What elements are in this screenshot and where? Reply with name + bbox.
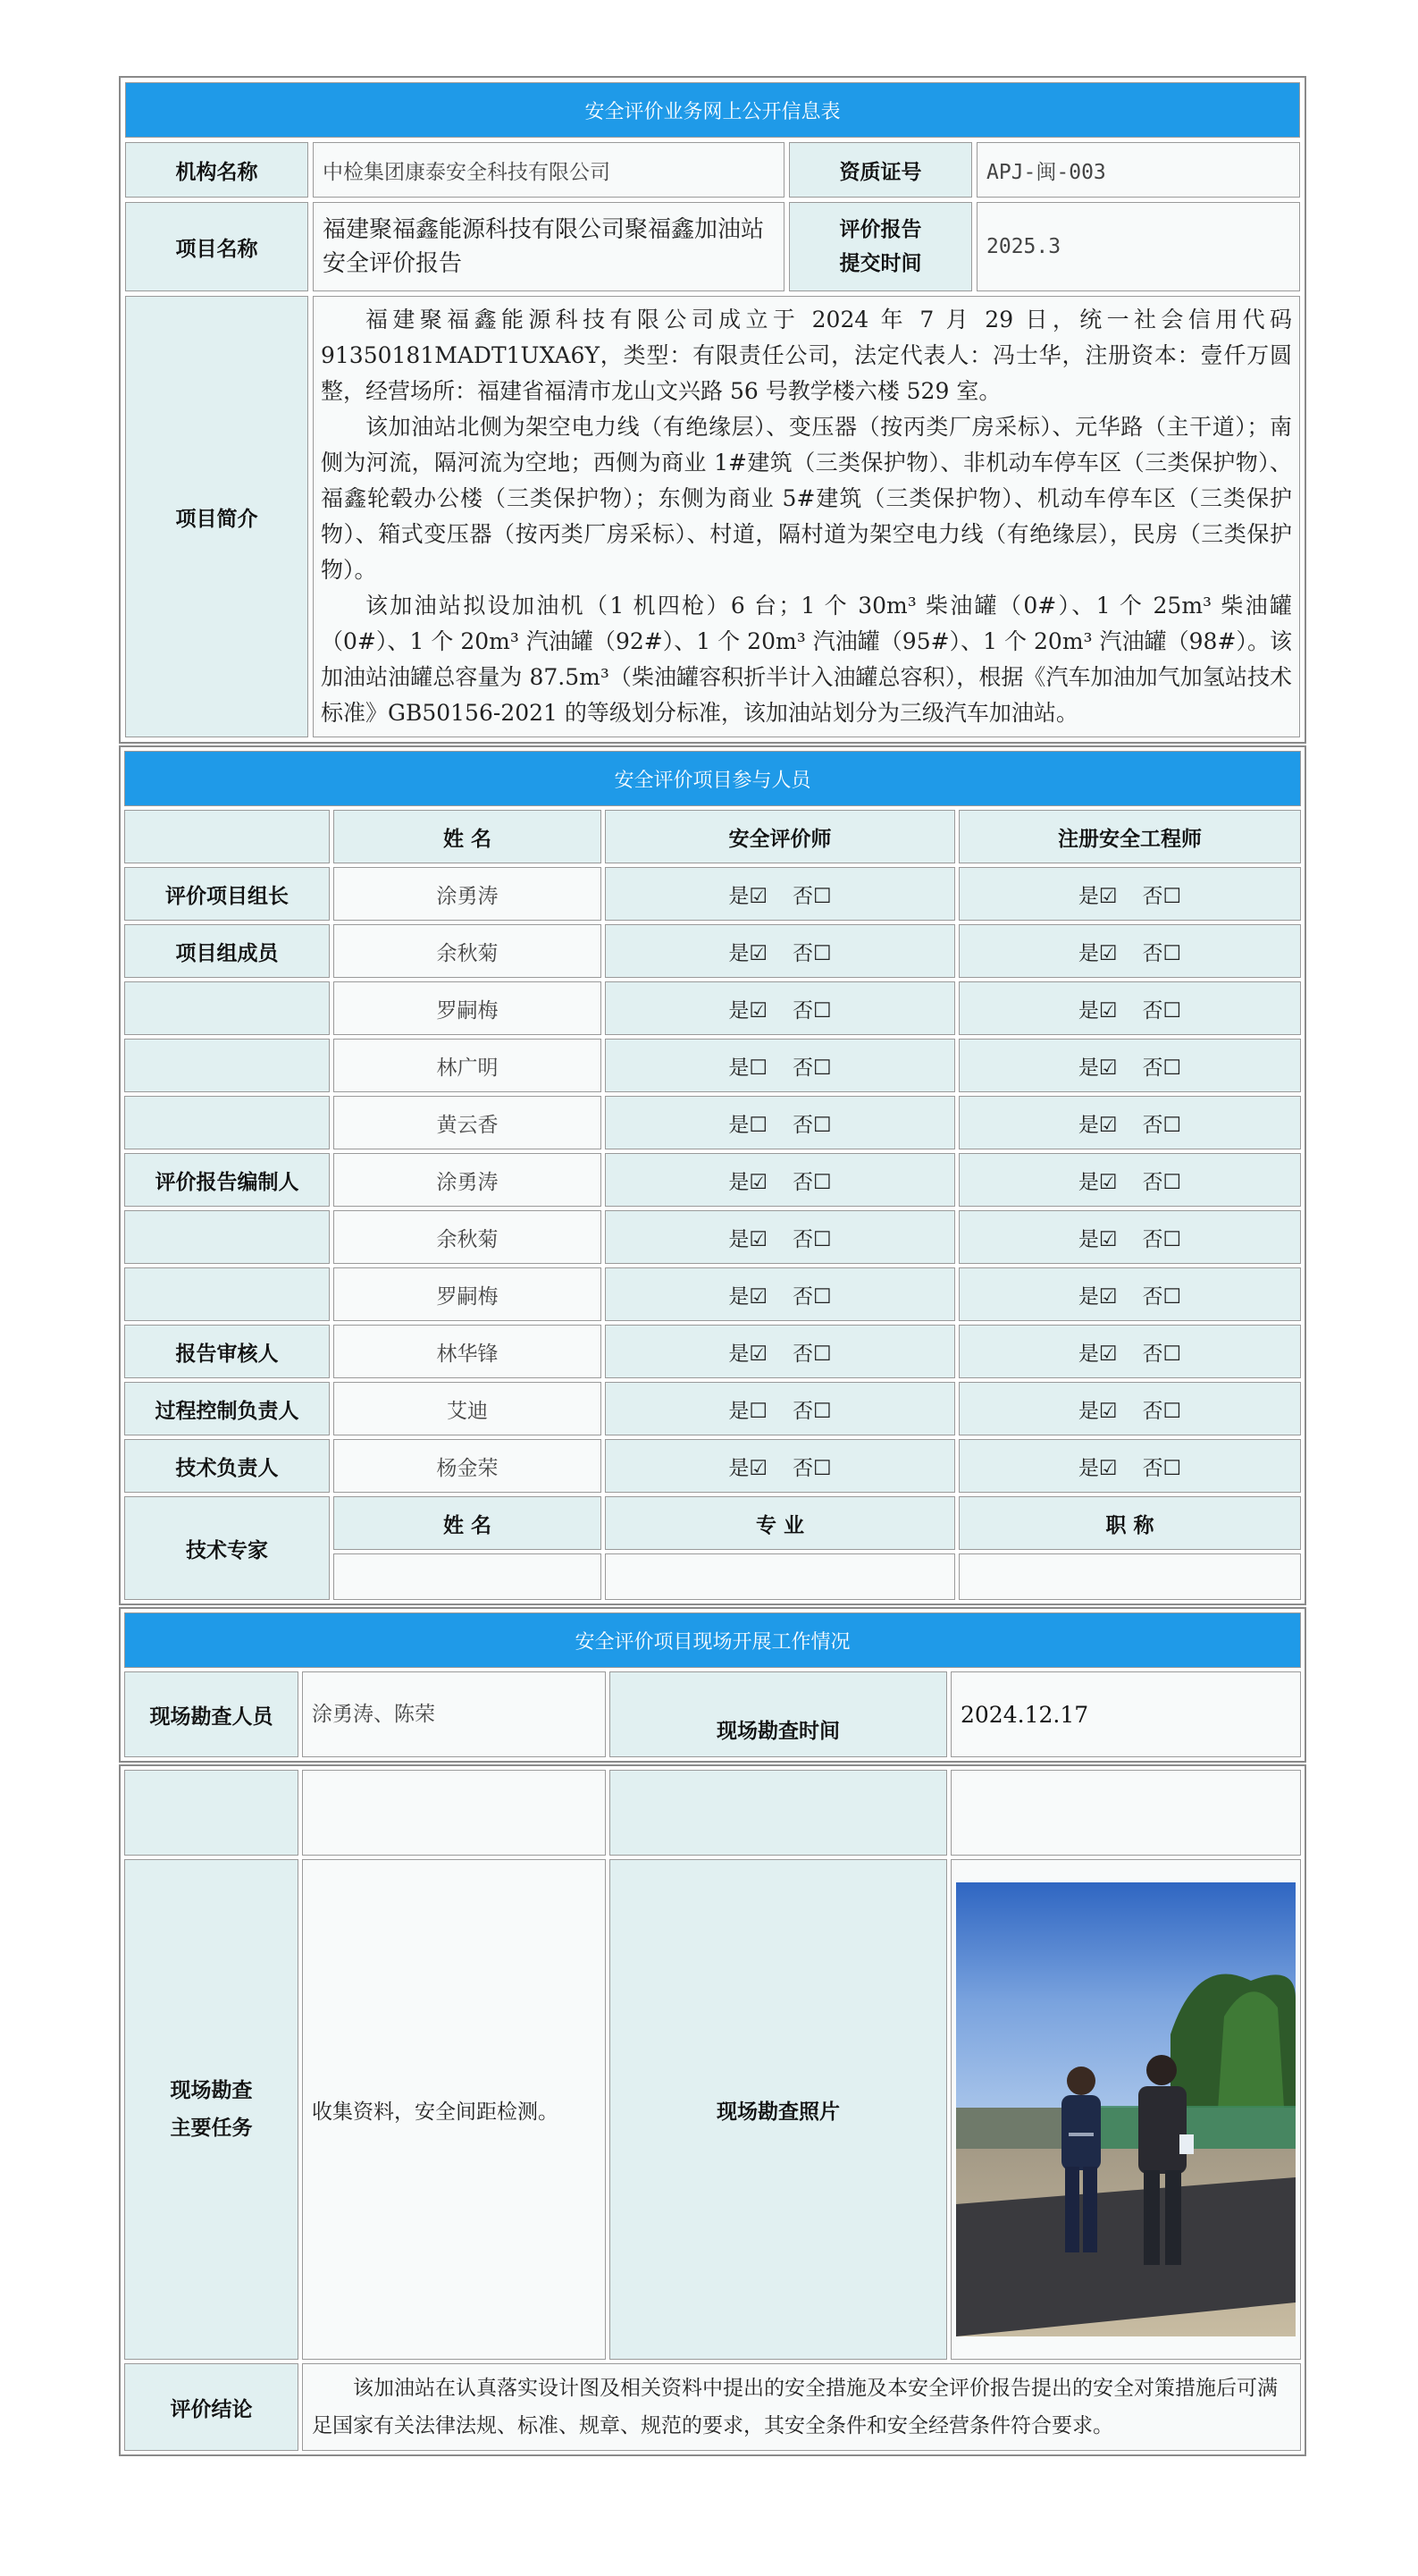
- engineer-yes-option: 是☑: [1078, 1113, 1118, 1137]
- intro-label: 项目简介: [125, 296, 308, 737]
- engineer-no-option: 否☐: [1142, 941, 1182, 965]
- page-title: 安全评价业务网上公开信息表: [125, 82, 1300, 138]
- personnel-engineer-check: [959, 1382, 1301, 1435]
- personnel-evaluator-check: [605, 1267, 955, 1321]
- detail-empty-3: [609, 1770, 947, 1856]
- personnel-name: 余秋菊: [333, 1210, 601, 1264]
- personnel-row: [124, 981, 1301, 1035]
- evaluator-yes-option: 是☑: [728, 1342, 768, 1366]
- personnel-engineer-check: [959, 1210, 1301, 1264]
- evaluator-no-option: 否☐: [793, 1342, 832, 1366]
- personnel-engineer-check: [959, 981, 1301, 1035]
- submit-time-label: [789, 202, 972, 291]
- photo-label: 现场勘查照片: [609, 1859, 947, 2360]
- cert-label: 资质证号: [789, 142, 972, 198]
- personnel-role: [124, 1210, 330, 1264]
- project-value: 福建聚福鑫能源科技有限公司聚福鑫加油站安全评价报告: [313, 202, 785, 291]
- engineer-yes-option: 是☑: [1078, 1170, 1118, 1194]
- inspectors-label: 现场勘查人员: [124, 1671, 298, 1757]
- basic-info-table: [119, 76, 1306, 744]
- intro-content: [313, 296, 1300, 737]
- submit-label-line2: 提交时间: [839, 251, 922, 275]
- personnel-name: 林广明: [333, 1039, 601, 1092]
- personnel-name: 林华锋: [333, 1325, 601, 1378]
- detail-empty-2: [302, 1770, 606, 1856]
- public-info-document: [119, 76, 1306, 2456]
- evaluator-no-option: 否☐: [793, 1399, 832, 1423]
- engineer-no-option: 否☐: [1142, 998, 1182, 1023]
- expert-col-title: 职 称: [959, 1496, 1301, 1550]
- personnel-title: 安全评价项目参与人员: [124, 751, 1301, 806]
- engineer-no-option: 否☐: [1142, 884, 1182, 908]
- header-empty-cell: [124, 810, 330, 863]
- tasks-label-line1: 现场勘查: [170, 2078, 253, 2102]
- personnel-engineer-check: [959, 1096, 1301, 1149]
- personnel-row: [124, 924, 1301, 978]
- personnel-name: 罗嗣梅: [333, 1267, 601, 1321]
- engineer-yes-option: 是☑: [1078, 1399, 1118, 1423]
- personnel-engineer-check: [959, 924, 1301, 978]
- personnel-name: 涂勇涛: [333, 867, 601, 921]
- personnel-engineer-check: [959, 1267, 1301, 1321]
- engineer-no-option: 否☐: [1142, 1284, 1182, 1309]
- site-work-table: [119, 1607, 1306, 1763]
- engineer-no-option: 否☐: [1142, 1170, 1182, 1194]
- engineer-yes-option: 是☑: [1078, 1056, 1118, 1080]
- personnel-evaluator-check: [605, 1039, 955, 1092]
- personnel-evaluator-check: [605, 1382, 955, 1435]
- personnel-role: 报告审核人: [124, 1325, 330, 1378]
- personnel-engineer-check: [959, 1039, 1301, 1092]
- personnel-evaluator-check: [605, 1096, 955, 1149]
- personnel-role: 技术负责人: [124, 1439, 330, 1493]
- engineer-yes-option: 是☑: [1078, 884, 1118, 908]
- evaluator-no-option: 否☐: [793, 1113, 832, 1137]
- evaluator-no-option: 否☐: [793, 1227, 832, 1251]
- inspectors-value: 涂勇涛、陈荣: [302, 1671, 606, 1757]
- personnel-engineer-check: [959, 1325, 1301, 1378]
- personnel-role: 评价项目组长: [124, 867, 330, 921]
- engineer-no-option: 否☐: [1142, 1113, 1182, 1137]
- submit-label-line1: 评价报告: [839, 217, 922, 241]
- conclusion-value: 该加油站在认真落实设计图及相关资料中提出的安全措施及本安全评价报告提出的安全对策措施后可满足国家有关法律法规、标准、规章、规范的要求，其安全条件和安全经营条件符合要求。: [312, 2377, 1278, 2437]
- evaluator-no-option: 否☐: [793, 1284, 832, 1309]
- evaluator-yes-option: 是☐: [728, 1113, 768, 1137]
- personnel-row: [124, 1210, 1301, 1264]
- evaluator-yes-option: 是☐: [728, 1399, 768, 1423]
- expert-title-empty: [959, 1553, 1301, 1600]
- inspect-time-label: 现场勘查时间: [609, 1671, 947, 1757]
- evaluator-no-option: 否☐: [793, 998, 832, 1023]
- personnel-row: [124, 1039, 1301, 1092]
- evaluator-yes-option: 是☐: [728, 1056, 768, 1080]
- evaluator-no-option: 否☐: [793, 1456, 832, 1480]
- engineer-yes-option: 是☑: [1078, 1456, 1118, 1480]
- personnel-role: [124, 1267, 330, 1321]
- evaluator-yes-option: 是☑: [728, 1284, 768, 1309]
- photo-illustration: [956, 1882, 1296, 2336]
- inspect-time-value: 2024.12.17: [951, 1671, 1301, 1757]
- expert-label: 技术专家: [124, 1496, 330, 1600]
- personnel-row: [124, 1439, 1301, 1493]
- personnel-engineer-check: [959, 1153, 1301, 1207]
- personnel-role: 过程控制负责人: [124, 1382, 330, 1435]
- evaluator-yes-option: 是☑: [728, 941, 768, 965]
- col-evaluator-header: 安全评价师: [605, 810, 955, 863]
- personnel-row: [124, 1325, 1301, 1378]
- personnel-role: 评价报告编制人: [124, 1153, 330, 1207]
- evaluator-no-option: 否☐: [793, 1170, 832, 1194]
- conclusion-label: 评价结论: [124, 2363, 298, 2451]
- intro-paragraph: 该加油站北侧为架空电力线（有绝缘层）、变压器（按丙类厂房采标）、元华路（主干道）；南侧为河流，隔河流为空地；西侧为商业 1#建筑（三类保护物）、非机动车停车区（三类保护物）、福鑫轮毂办公楼（三类保护物）；东侧为商业 5#建筑（三类保护物）、机动车停车区（三类保护物）、箱式变压器（按丙类厂房采标）、村道，隔村道为架空电力线（有绝缘层），民房（三类保护物）。: [321, 414, 1292, 583]
- org-label: 机构名称: [125, 142, 308, 198]
- evaluator-yes-option: 是☑: [728, 1170, 768, 1194]
- personnel-evaluator-check: [605, 867, 955, 921]
- conclusion-cell: [302, 2363, 1301, 2451]
- personnel-role: 项目组成员: [124, 924, 330, 978]
- personnel-name: 余秋菊: [333, 924, 601, 978]
- evaluator-no-option: 否☐: [793, 1056, 832, 1080]
- tasks-label: [124, 1859, 298, 2360]
- personnel-row: [124, 867, 1301, 921]
- photo-cell: [951, 1859, 1301, 2360]
- engineer-no-option: 否☐: [1142, 1227, 1182, 1251]
- cert-value: APJ-闽-003: [977, 142, 1300, 198]
- personnel-row: [124, 1153, 1301, 1207]
- personnel-evaluator-check: [605, 1439, 955, 1493]
- personnel-evaluator-check: [605, 981, 955, 1035]
- personnel-role: [124, 1039, 330, 1092]
- personnel-row: [124, 1267, 1301, 1321]
- personnel-name: 涂勇涛: [333, 1153, 601, 1207]
- personnel-table: [119, 745, 1306, 1605]
- personnel-row: [124, 1382, 1301, 1435]
- intro-paragraph: 该加油站拟设加油机（1 机四枪）6 台；1 个 30m³ 柴油罐（0#）、1 个 25m³ 柴油罐（0#）、1 个 20m³ 汽油罐（92#）、1 个 20m³ 汽油罐（95#）、1 个 20m³ 汽油罐（98#）。该加油站油罐总容量为 87.5m³（柴油罐容积折半计入油罐总容积），根据《汽车加油加气加氢站技术标准》GB50156-2021 的等级划分标准，该加油站划分为三级汽车加油站。: [321, 593, 1292, 726]
- engineer-no-option: 否☐: [1142, 1456, 1182, 1480]
- engineer-no-option: 否☐: [1142, 1399, 1182, 1423]
- evaluator-yes-option: 是☑: [728, 884, 768, 908]
- expert-col-major: 专 业: [605, 1496, 955, 1550]
- evaluator-yes-option: 是☑: [728, 998, 768, 1023]
- org-value: 中检集团康泰安全科技有限公司: [313, 142, 785, 198]
- submit-time-value: 2025.3: [977, 202, 1300, 291]
- engineer-no-option: 否☐: [1142, 1056, 1182, 1080]
- expert-col-name: 姓 名: [333, 1496, 601, 1550]
- personnel-evaluator-check: [605, 924, 955, 978]
- col-engineer-header: 注册安全工程师: [959, 810, 1301, 863]
- expert-major-empty: [605, 1553, 955, 1600]
- engineer-yes-option: 是☑: [1078, 941, 1118, 965]
- detail-empty-1: [124, 1770, 298, 1856]
- engineer-no-option: 否☐: [1142, 1342, 1182, 1366]
- engineer-yes-option: 是☑: [1078, 1227, 1118, 1251]
- intro-paragraph: 福建聚福鑫能源科技有限公司成立于 2024 年 7 月 29 日，统一社会信用代码 91350181MADT1UXA6Y，类型：有限责任公司，法定代表人：冯士华，注册资本：壹仟万圆整，经营场所：福建省福清市龙山文兴路 56 号教学楼六楼 529 室。: [321, 307, 1292, 404]
- tasks-label-line2: 主要任务: [170, 2116, 253, 2140]
- personnel-engineer-check: [959, 867, 1301, 921]
- personnel-name: 艾迪: [333, 1382, 601, 1435]
- personnel-evaluator-check: [605, 1210, 955, 1264]
- engineer-yes-option: 是☑: [1078, 998, 1118, 1023]
- evaluator-yes-option: 是☑: [728, 1456, 768, 1480]
- tasks-value: 收集资料，安全间距检测。: [302, 1859, 606, 2360]
- site-inspection-photo: [956, 1882, 1296, 2336]
- personnel-name: 罗嗣梅: [333, 981, 601, 1035]
- evaluator-no-option: 否☐: [793, 941, 832, 965]
- personnel-evaluator-check: [605, 1153, 955, 1207]
- detail-empty-4: [951, 1770, 1301, 1856]
- expert-name-empty: [333, 1553, 601, 1600]
- col-name-header: 姓 名: [333, 810, 601, 863]
- personnel-name: 杨金荣: [333, 1439, 601, 1493]
- personnel-row: [124, 1096, 1301, 1149]
- personnel-role: [124, 981, 330, 1035]
- engineer-yes-option: 是☑: [1078, 1284, 1118, 1309]
- engineer-yes-option: 是☑: [1078, 1342, 1118, 1366]
- personnel-role: [124, 1096, 330, 1149]
- evaluator-yes-option: 是☑: [728, 1227, 768, 1251]
- personnel-name: 黄云香: [333, 1096, 601, 1149]
- site-detail-table: [119, 1764, 1306, 2456]
- evaluator-no-option: 否☐: [793, 884, 832, 908]
- personnel-engineer-check: [959, 1439, 1301, 1493]
- project-label: 项目名称: [125, 202, 308, 291]
- site-title: 安全评价项目现场开展工作情况: [124, 1612, 1301, 1668]
- personnel-evaluator-check: [605, 1325, 955, 1378]
